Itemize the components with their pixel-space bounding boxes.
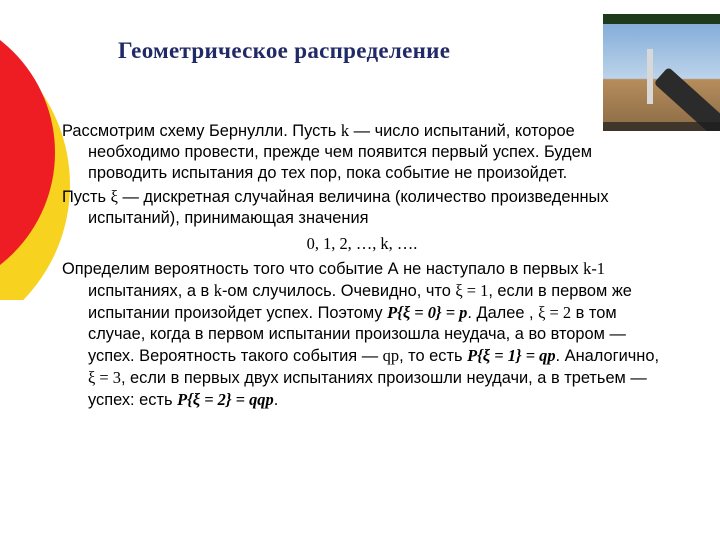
- math-k: k: [213, 281, 222, 300]
- math-xi-eq-1: ξ = 1: [455, 281, 489, 300]
- math-k: k: [340, 121, 350, 140]
- text: Определим вероятность того что событие А не наступало в первых: [62, 260, 584, 278]
- text: испытаниях, а в: [88, 282, 214, 300]
- text: Рассмотрим схему Бернулли. Пусть: [62, 122, 341, 140]
- tower-shape: [647, 49, 653, 104]
- formula-p-xi-1: P{ξ = 1} = qp: [467, 346, 556, 365]
- math-qp: qp: [382, 346, 400, 365]
- text: — дискретная случайная величина (количество произведенных испытаний), принимающая значения: [88, 188, 609, 227]
- text: .: [273, 391, 279, 409]
- paragraph-random-variable: [62, 186, 662, 229]
- text: . Аналогично,: [555, 347, 659, 365]
- paragraph-bernoulli: [62, 120, 662, 184]
- text: -ом случилось. Очевидно, что: [221, 282, 456, 300]
- values-line: 0, 1, 2, …, k, ….: [306, 234, 418, 253]
- formula-p-xi-0: P{ξ = 0} = p: [387, 303, 468, 322]
- text: . Далее ,: [467, 304, 539, 322]
- text: в том случае, когда в первом испытании произошла неудача, а во втором — успех. Вероятность такого события —: [88, 304, 626, 365]
- text: , если в первом же испытании произойдет успех. Поэтому: [88, 282, 632, 322]
- text: — число испытаний, которое необходимо провести, прежде чем появится первый успех. Будем проводить испытания до тех пор, пока событие не произойдет.: [88, 122, 592, 182]
- text: , если в первых двух испытаниях произошли неудачи, а в третьем — успех: есть: [88, 369, 647, 409]
- game-screenshot-image: [603, 14, 720, 131]
- math-xi: ξ: [110, 187, 118, 206]
- math-xi-eq-3: ξ = 3: [88, 368, 121, 387]
- slide-title: Геометрическое распределение: [118, 38, 451, 63]
- math-k-minus-1: k-1: [583, 259, 605, 278]
- slide-body: [62, 120, 662, 413]
- math-xi-eq-2: ξ = 2: [538, 303, 572, 322]
- text: Пусть: [62, 188, 111, 206]
- formula-p-xi-2: P{ξ = 2} = qqp: [177, 390, 274, 409]
- paragraph-probability: [62, 258, 662, 411]
- text: , то есть: [399, 347, 468, 365]
- game-hud-top: [603, 14, 720, 24]
